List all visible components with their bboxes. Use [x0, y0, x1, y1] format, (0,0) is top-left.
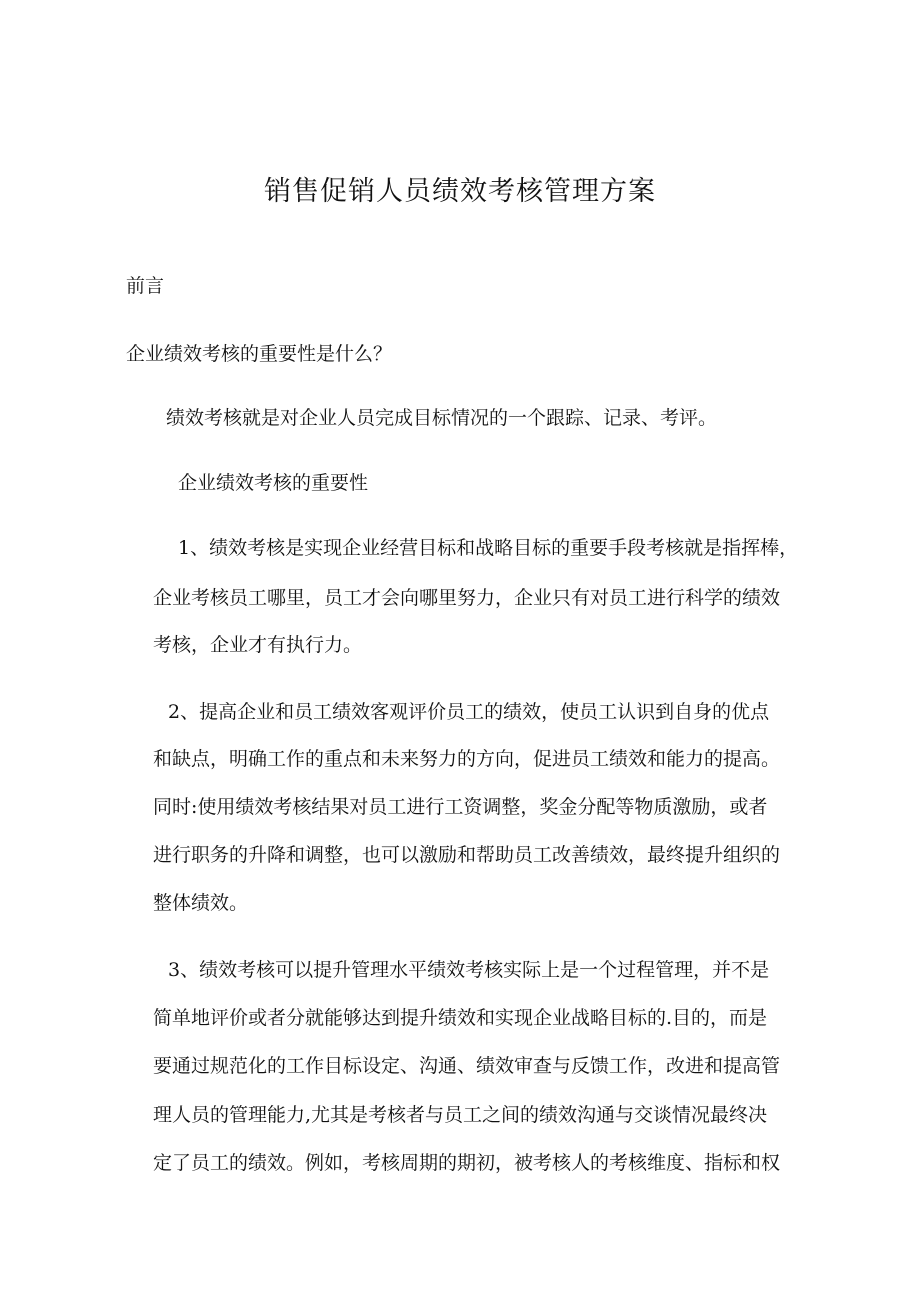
point-1-line-1: 1、绩效考核是实现企业经营目标和战略目标的重要手段考核就是指挥棒，	[178, 537, 799, 559]
definition-text: 绩效考核就是对企业人员完成目标情况的一个跟踪、记录、考评。	[166, 407, 718, 429]
preface-heading: 前言	[126, 275, 165, 297]
point-2-line-2: 和缺点，明确工作的重点和未来努力的方向，促进员工绩效和能力的提高。	[153, 748, 781, 770]
point-2-line-5: 整体绩效。	[153, 892, 249, 914]
document-title: 销售促销人员绩效考核管理方案	[264, 176, 656, 207]
point-1-line-3: 考核，企业才有执行力。	[153, 634, 363, 656]
point-1-line-2: 企业考核员工哪里，员工才会向哪里努力，企业只有对员工进行科学的绩效	[153, 587, 781, 609]
point-3-line-1: 3、绩效考核可以提升管理水平绩效考核实际上是一个过程管理，并不是	[168, 959, 770, 981]
point-3-line-5: 定了员工的绩效。例如，考核周期的期初，被考核人的考核维度、指标和权	[153, 1152, 781, 1174]
point-2-line-4: 进行职务的升降和调整，也可以激励和帮助员工改善绩效，最终提升组织的	[153, 844, 781, 866]
importance-heading: 企业绩效考核的重要性	[178, 472, 369, 494]
point-2-line-3: 同时:使用绩效考核结果对员工进行工资调整，奖金分配等物质激励，或者	[153, 796, 768, 818]
point-3-line-2: 简单地评价或者分就能够达到提升绩效和实现企业战略目标的.目的，而是	[153, 1007, 768, 1029]
point-3-line-3: 要通过规范化的工作目标设定、沟通、绩效审查与反馈工作，改进和提高管	[153, 1055, 781, 1077]
point-3-line-4: 理人员的管理能力,尤其是考核者与员工之间的绩效沟通与交谈情况最终决	[153, 1104, 768, 1126]
point-2-line-1: 2、提高企业和员工绩效客观评价员工的绩效，使员工认识到自身的优点	[168, 701, 770, 723]
question-heading: 企业绩效考核的重要性是什么？	[126, 343, 393, 365]
